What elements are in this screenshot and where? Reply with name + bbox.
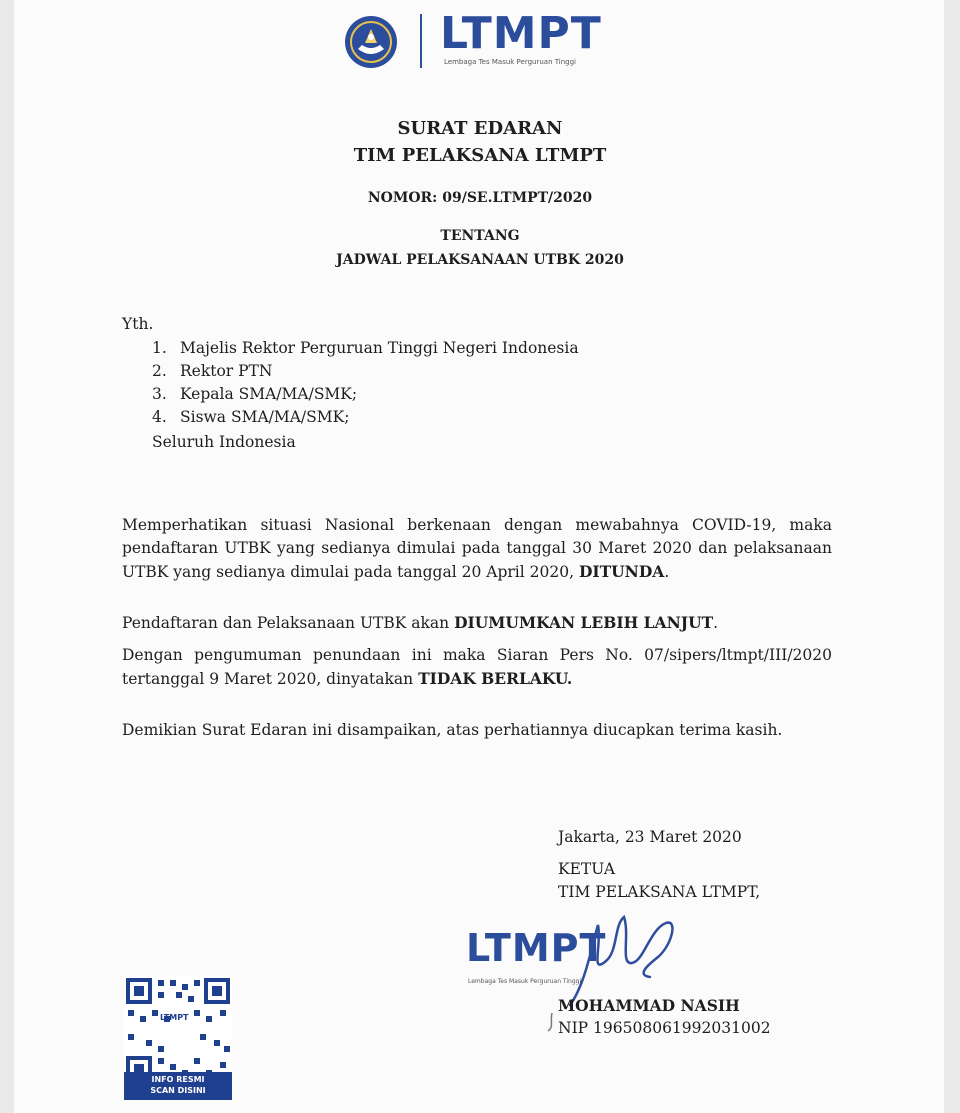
place-date: Jakarta, 23 Maret 2020 xyxy=(558,828,742,846)
letter-number: NOMOR: 09/SE.LTMPT/2020 xyxy=(367,190,593,206)
paragraph-announcement-end: . xyxy=(713,614,719,632)
stamp-logo-text: LTMPT xyxy=(466,926,607,970)
qr-caption-line2: SCAN DISINI xyxy=(150,1086,206,1095)
stamp-logo-subtitle: Lembaga Tes Masuk Perguruan Tinggi xyxy=(468,978,582,985)
ltmpt-logo-subtitle: Lembaga Tes Masuk Perguruan Tinggi xyxy=(444,58,577,66)
recipient-item xyxy=(152,406,579,429)
recipient-number: 3. xyxy=(152,385,167,403)
recipient-number: 1. xyxy=(152,339,167,357)
recipient-number: 2. xyxy=(152,362,167,380)
letter-subject: JADWAL PELAKSANAAN UTBK 2020 xyxy=(336,252,624,268)
paragraph-announcement-text: Pendaftaran dan Pelaksanaan UTBK akan xyxy=(122,614,450,632)
paragraph-press-release xyxy=(122,644,832,691)
qr-caption-line1: INFO RESMI xyxy=(151,1075,205,1084)
signatory-title-1: KETUA xyxy=(558,860,616,878)
postponed-emphasis: DITUNDA xyxy=(578,562,665,581)
paragraph-press-release-text: Dengan pengumuman penundaan ini maka Siaran Pers No. 07/sipers/ltmpt/III/2020 tertanggal 9 Maret 2020, dinyatakan xyxy=(122,646,832,688)
recipient-text: Rektor PTN xyxy=(180,362,273,380)
signatory-nip: NIP 196508061992031002 xyxy=(558,1019,771,1037)
recipient-item xyxy=(152,360,579,383)
announcement-emphasis: DIUMUMKAN LEBIH LANJUT xyxy=(454,613,714,632)
recipient-scope: Seluruh Indonesia xyxy=(152,433,296,451)
salutation: Yth. xyxy=(122,315,154,333)
paragraph-postponement-end: . xyxy=(664,563,670,581)
logo-divider xyxy=(420,14,422,68)
paragraph-closing: Demikian Surat Edaran ini disampaikan, atas perhatiannya diucapkan terima kasih. xyxy=(122,721,783,739)
signatory-title-2: TIM PELAKSANA LTMPT, xyxy=(558,883,761,901)
qr-label: LTMPT xyxy=(160,1013,189,1022)
recipient-text: Majelis Rektor Perguruan Tinggi Negeri Indonesia xyxy=(180,339,579,357)
recipient-list xyxy=(152,337,579,429)
signatory-name: MOHAMMAD NASIH xyxy=(558,996,740,1015)
qr-caption xyxy=(124,1072,232,1100)
tut-wuri-handayani-logo-icon xyxy=(344,15,398,69)
recipient-number: 4. xyxy=(152,408,167,426)
recipient-text: Kepala SMA/MA/SMK; xyxy=(180,385,358,403)
recipient-item xyxy=(152,383,579,406)
letter-title-line2: TIM PELAKSANA LTMPT xyxy=(353,145,607,166)
recipient-item xyxy=(152,337,579,360)
ltmpt-logo-text: LTMPT xyxy=(440,8,602,59)
paragraph-announcement xyxy=(122,611,832,635)
not-valid-emphasis: TIDAK BERLAKU. xyxy=(418,669,573,688)
letter-title-line1: SURAT EDARAN xyxy=(397,118,563,139)
letter-about-label: TENTANG xyxy=(440,228,520,244)
recipient-text: Siswa SMA/MA/SMK; xyxy=(180,408,350,426)
paragraph-postponement xyxy=(122,514,832,584)
paragraph-postponement-text: Memperhatikan situasi Nasional berkenaan dengan mewabahnya COVID-19, maka pendaftaran UTBK yang sedianya dimulai pada tanggal 30 Maret 2020 dan pelaksanaan UTBK yang sedianya dimulai pada tanggal 20 April 2020, xyxy=(122,516,832,581)
